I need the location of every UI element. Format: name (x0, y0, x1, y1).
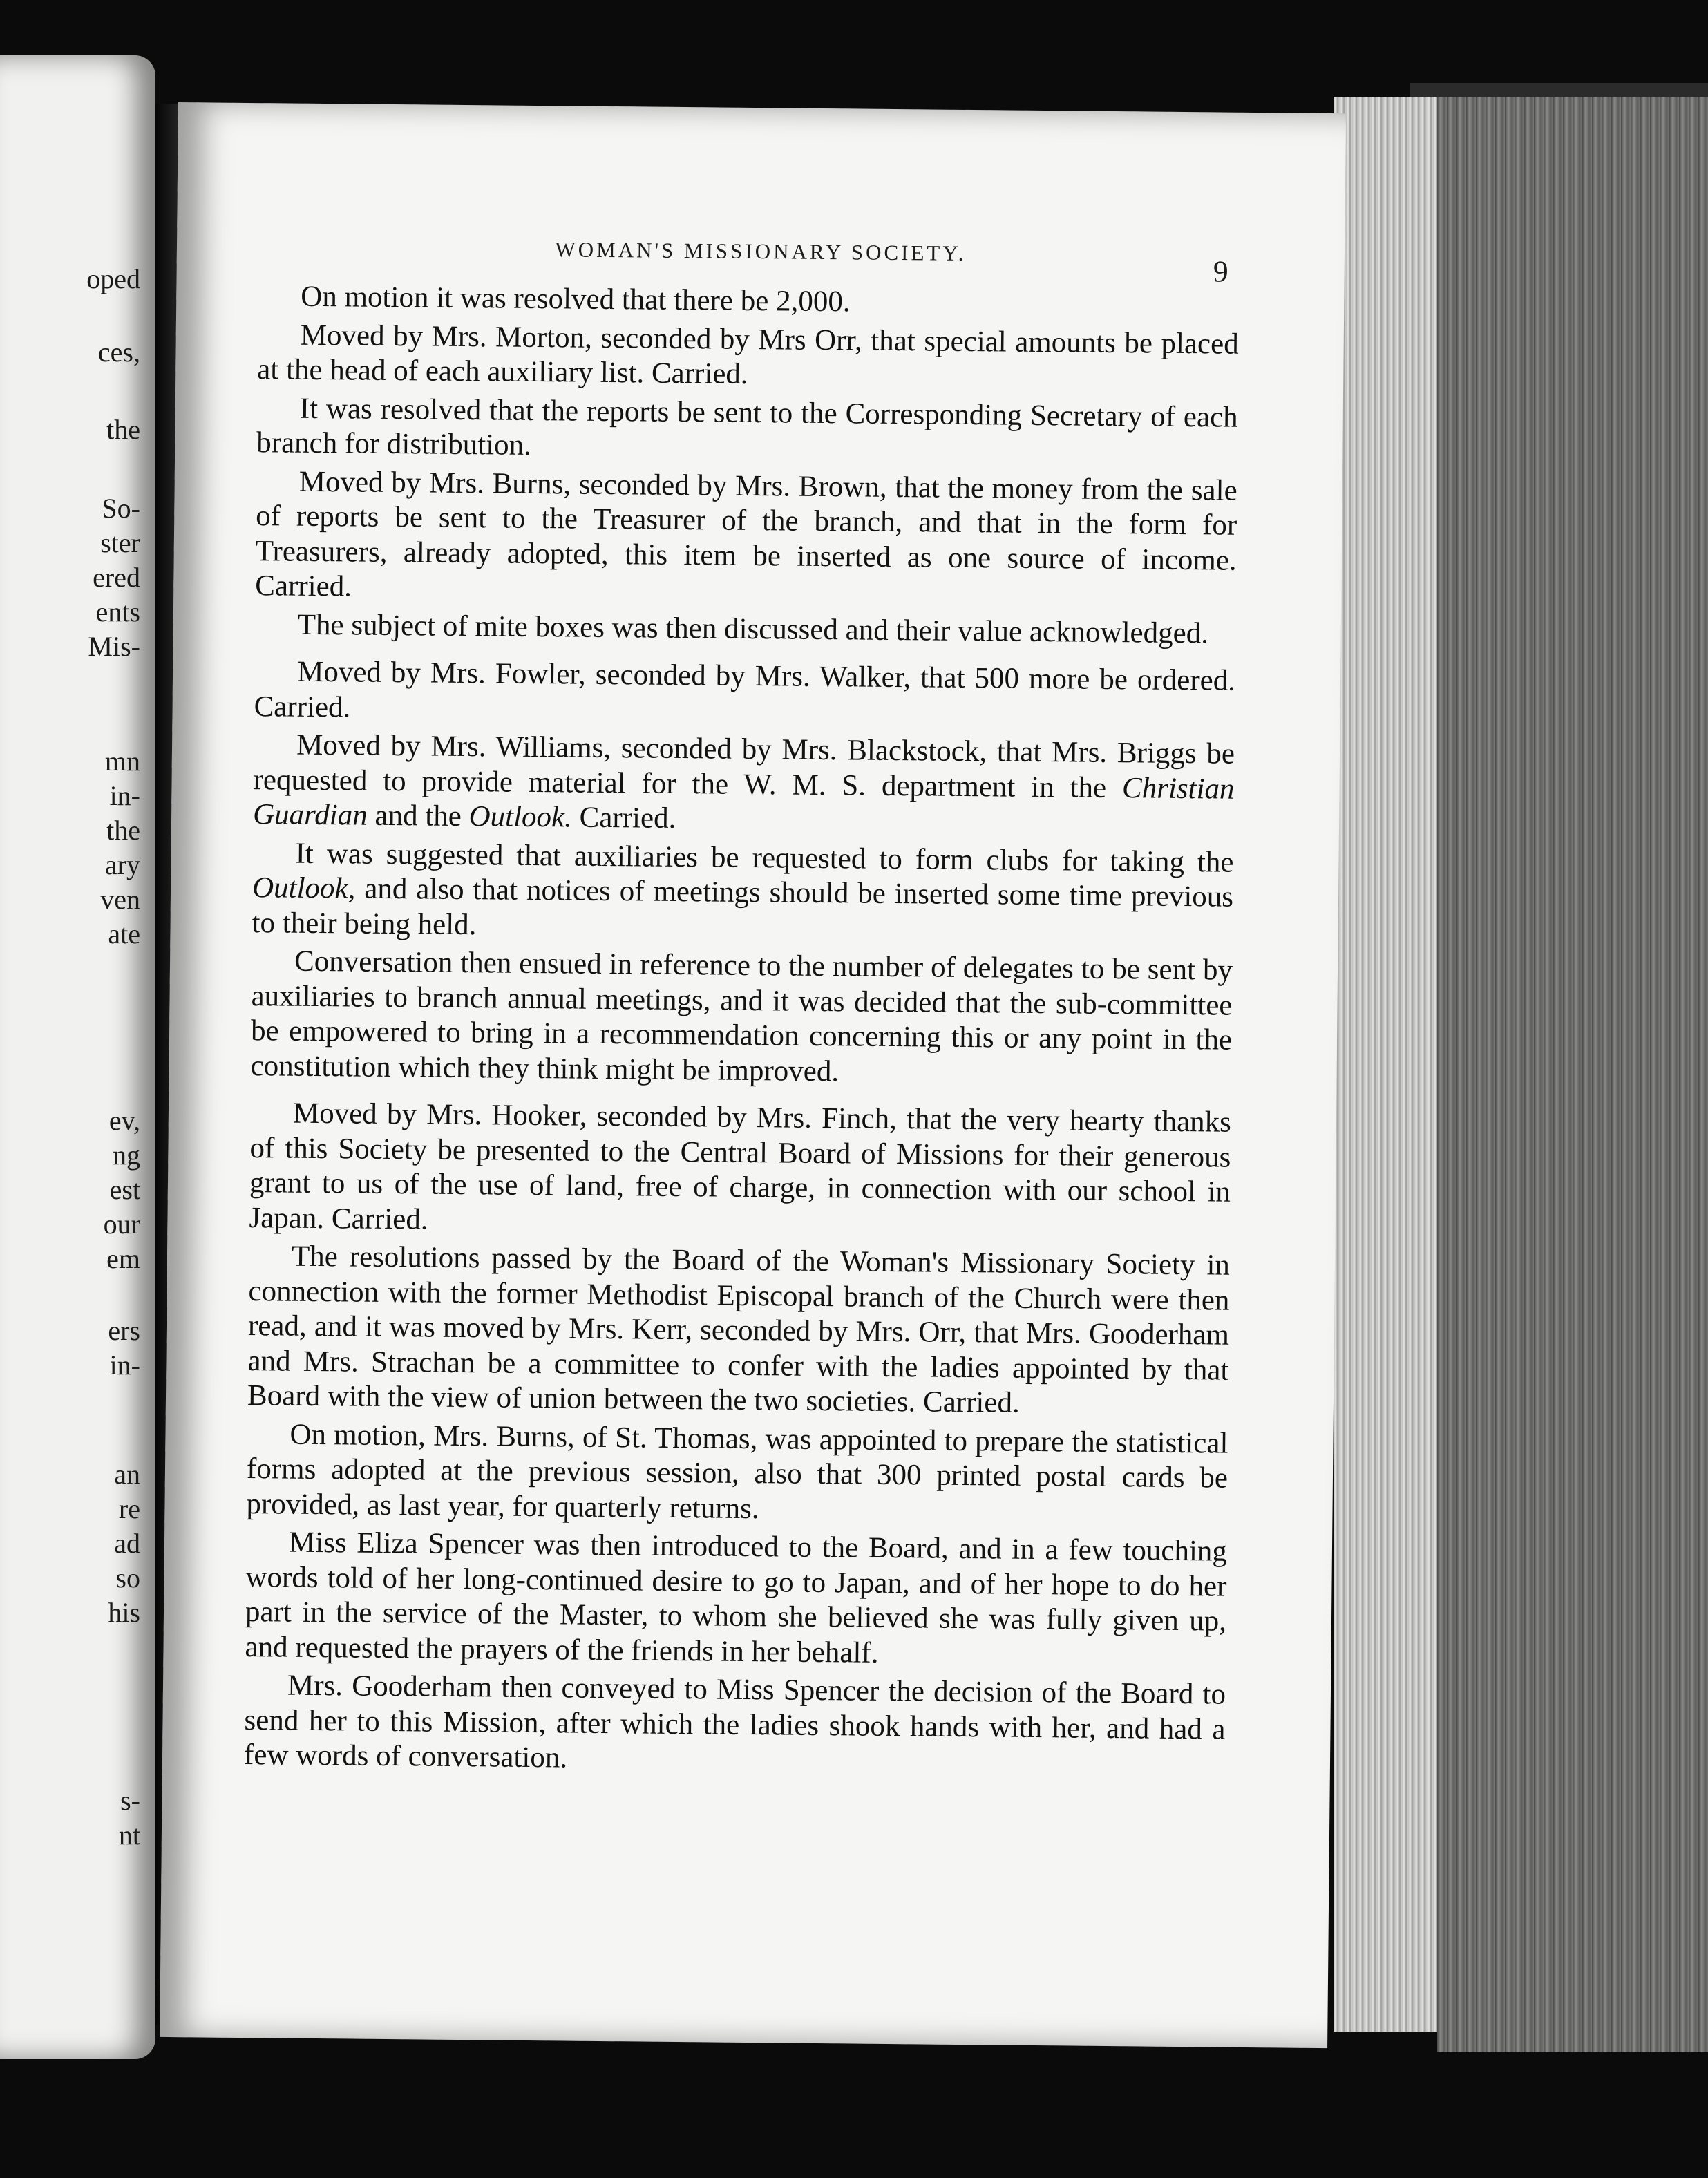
text-run: Carried. (571, 801, 676, 835)
paragraph: Mrs. Gooderham then conveyed to Miss Spencer the decision of the Board to send her to this Mission, after which the ladies shook hands with her, and had a few words of conversation. (243, 1669, 1226, 1774)
left-fragment: ster (100, 527, 140, 558)
left-fragment: so (115, 1562, 140, 1593)
italic-title: Outlook, (252, 871, 356, 905)
left-fragment: ers (108, 1315, 140, 1346)
left-fragment: the (106, 815, 140, 846)
left-fragment: ents (95, 596, 140, 627)
paragraph-outlook (252, 836, 1233, 950)
left-fragment: in- (109, 1350, 140, 1381)
page-edges (1334, 97, 1444, 2032)
left-fragment: oped (86, 263, 140, 294)
italic-title: Christian Guardian (252, 771, 1235, 832)
left-fragment: in- (109, 780, 140, 811)
left-fragment: ven (100, 884, 140, 915)
paragraph: On motion it was resolved that there be 2,000. (301, 280, 851, 319)
paragraph: Moved by Mrs. Fowler, seconded by Mrs. Walker, that 500 more be ordered. Carried. (254, 655, 1236, 723)
text-run: It was suggested that auxiliaries be requested to form clubs for taking the (295, 837, 1234, 879)
left-fragment: ate (108, 918, 140, 949)
text-run: Moved by Mrs. Williams, seconded by Mrs. Blackstock, that Mrs. Briggs be requested to provide material for the W. M. S. department in the (253, 728, 1235, 804)
left-fragment: ered (93, 562, 140, 593)
left-fragment: our (103, 1209, 140, 1240)
paragraph: Conversation then ensued in reference to the number of delegates to be sent by auxiliaries to branch annual meetings, and it was decided that the sub-committee be empowered to bring in a recommendation concerning this or any point in the constitution which they think might be improved. (250, 945, 1233, 1088)
left-fragment: his (108, 1597, 140, 1628)
running-header: WOMAN'S MISSIONARY SOCIETY. (555, 237, 967, 265)
paragraph: On motion, Mrs. Burns, of St. Thomas, was appointed to prepare the statistical forms adopted at the previous session, also that 300 printed postal cards be provided, as last year, for quarterly returns. (246, 1418, 1228, 1525)
text-run: and also that notices of meetings should be inserted some time previous to their being held. (252, 872, 1234, 941)
paragraph: Moved by Mrs. Morton, seconded by Mrs Orr, that special amounts be placed at the head of each auxiliary list. Carried. (257, 319, 1239, 390)
book-page-stack (1437, 97, 1708, 2052)
left-fragment: ces, (97, 337, 140, 368)
left-fragment: Mis- (88, 631, 140, 662)
left-fragment: So- (102, 493, 140, 524)
page-number: 9 (1213, 254, 1228, 289)
left-fragment: em (106, 1243, 140, 1274)
left-fragment: ad (114, 1528, 140, 1559)
paragraph: The resolutions passed by the Board of the Woman's Missionary Society in connection with the former Methodist Episcopal branch of the Church were then read, and it was moved by Mrs. Kerr, seconded by Mrs. Orr, that Mrs. Gooderham and Mrs. Strachan be a committee to confer with the ladies appointed by that Board with the view of union between the two societies. Carried. (247, 1240, 1231, 1419)
paragraph: Moved by Mrs. Burns, seconded by Mrs. Brown, that the money from the sale of reports be sent to the Treasurer of the branch, and that in the form for Treasurers, already adopted, this item be inserted as one source of income. Carried. (255, 465, 1237, 603)
page-body (244, 279, 1240, 1786)
paragraph-guardian (253, 728, 1235, 842)
left-facing-page (0, 55, 155, 2059)
text-run: and the (367, 799, 469, 833)
paragraph: Miss Eliza Spencer was then introduced to the Board, and in a few touching words told of her long-continued desire to go to Japan, and of her hope to do her part in the service of the Master, to whom she believed she was fully given up, and requested the prayers of the friends in her behalf. (245, 1526, 1228, 1669)
left-fragment: s- (120, 1785, 140, 1816)
left-fragment: nt (118, 1819, 140, 1850)
left-fragment: ev, (108, 1105, 140, 1136)
left-fragment: an (114, 1459, 140, 1490)
italic-title: Outlook. (468, 800, 573, 834)
left-fragment: the (106, 414, 140, 445)
left-fragment: est (109, 1174, 140, 1205)
left-fragment: ng (113, 1139, 140, 1171)
left-fragment: re (118, 1493, 140, 1524)
paragraph: It was resolved that the reports be sent to the Corresponding Secretary of each branch for distribution. (256, 392, 1238, 462)
paragraph: Moved by Mrs. Hooker, seconded by Mrs. Finch, that the very hearty thanks of this Society be presented to the Central Board of Missions for their generous grant to us of the use of land, free of charge, in connection with our school in Japan. Carried. (249, 1097, 1232, 1236)
paragraph: The subject of mite boxes was then discussed and their value acknowledged. (297, 608, 1209, 650)
left-fragment: mn (104, 746, 140, 777)
left-fragment: ary (104, 849, 140, 880)
right-page (160, 102, 1346, 2048)
